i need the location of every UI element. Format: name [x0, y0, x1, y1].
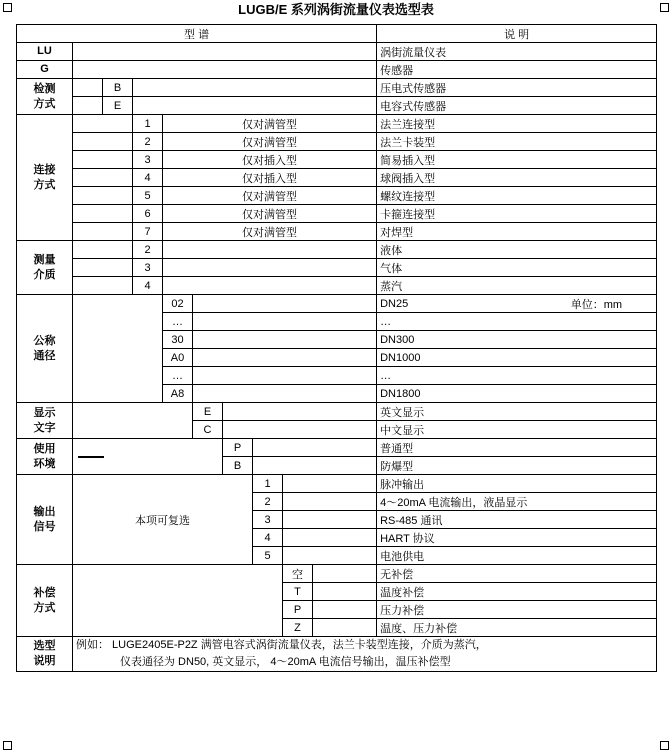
code-display-c: C — [193, 421, 223, 439]
code-medium-1: 2 — [133, 241, 163, 259]
mid-connect-2: 仅对满管型 — [163, 133, 377, 151]
spacer-connect-2 — [73, 133, 133, 151]
desc-connect-7: 对焊型 — [377, 223, 657, 241]
spacer-connect-6 — [73, 205, 133, 223]
spacer-display-mid-2 — [223, 421, 377, 439]
code-caliber-5: … — [163, 367, 193, 385]
label-detect-method: 检测 方式 — [17, 79, 73, 115]
mid-connect-6: 仅对满管型 — [163, 205, 377, 223]
desc-caliber-4: DN1000 — [377, 349, 657, 367]
row-medium-2 — [17, 259, 657, 277]
output-repeat-note: 本项可复选 — [73, 475, 253, 565]
spacer-display-mid-1 — [223, 403, 377, 421]
spacer-medium-mid-1 — [163, 241, 377, 259]
desc-connect-5: 螺纹连接型 — [377, 187, 657, 205]
spacer-detect-mid-1 — [133, 79, 377, 97]
code-output-2: 2 — [253, 493, 283, 511]
desc-output-1: 脉冲输出 — [377, 475, 657, 493]
spacer-medium-mid-2 — [163, 259, 377, 277]
code-compensate-1: 空 — [283, 565, 313, 583]
label-selection-note: 选型 说明 — [17, 637, 73, 672]
row-display-1 — [17, 403, 657, 421]
label-output-signal: 输出 信号 — [17, 475, 73, 565]
spacer-compensate-mid-1 — [313, 565, 377, 583]
dash-line-icon — [78, 456, 104, 458]
spacer-caliber-mid-6 — [193, 385, 377, 403]
code-output-4: 4 — [253, 529, 283, 547]
code-compensate-2: T — [283, 583, 313, 601]
row-medium-1 — [17, 241, 657, 259]
selection-note-line2: 仪表通径为 DN50, 英文显示， 4～20mA 电流信号输出，温压补偿型 — [120, 656, 451, 668]
code-environment-b: B — [223, 457, 253, 475]
desc-medium-3: 蒸汽 — [377, 277, 657, 295]
desc-detect-e: 电容式传感器 — [377, 97, 657, 115]
spacer-detect-2 — [73, 97, 103, 115]
environment-dash — [73, 439, 223, 475]
spacer-connect-5 — [73, 187, 133, 205]
crop-mark-bottom-right — [660, 741, 669, 750]
label-medium: 测量 介质 — [17, 241, 73, 295]
spacer-caliber-mid-3 — [193, 331, 377, 349]
page-title — [0, 0, 672, 22]
desc-connect-4: 球阀插入型 — [377, 169, 657, 187]
desc-caliber-1 — [377, 295, 657, 313]
spacer-environment-mid-2 — [253, 457, 377, 475]
spacer-display-left — [73, 403, 193, 439]
code-connect-6: 6 — [133, 205, 163, 223]
spacer-environment-mid-1 — [253, 439, 377, 457]
spacer-connect-4 — [73, 169, 133, 187]
spacer-compensate-left — [73, 565, 283, 637]
desc-environment-b: 防爆型 — [377, 457, 657, 475]
row-connect-2 — [17, 133, 657, 151]
desc-output-5: 电池供电 — [377, 547, 657, 565]
desc-lu: 涡街流量仪表 — [377, 43, 657, 61]
selection-table — [16, 24, 657, 672]
header-description: 说 明 — [377, 25, 657, 43]
row-connect-7 — [17, 223, 657, 241]
desc-connect-3: 简易插入型 — [377, 151, 657, 169]
desc-medium-1: 液体 — [377, 241, 657, 259]
label-lu: LU — [17, 43, 73, 61]
row-connect-1 — [17, 115, 657, 133]
row-medium-3 — [17, 277, 657, 295]
desc-caliber-5: … — [377, 367, 657, 385]
code-connect-7: 7 — [133, 223, 163, 241]
code-connect-3: 3 — [133, 151, 163, 169]
spacer-connect-7 — [73, 223, 133, 241]
row-connect-5 — [17, 187, 657, 205]
desc-connect-6: 卡箍连接型 — [377, 205, 657, 223]
code-caliber-1: 02 — [163, 295, 193, 313]
spacer-lu — [73, 43, 377, 61]
spacer-compensate-mid-3 — [313, 601, 377, 619]
row-detect-2 — [17, 97, 657, 115]
page-title-text: LUGB/E 系列涡街流量仪表选型表 — [238, 2, 434, 17]
spacer-medium-2 — [73, 259, 133, 277]
row-g — [17, 61, 657, 79]
desc-caliber-6: DN1800 — [377, 385, 657, 403]
spacer-compensate-mid-2 — [313, 583, 377, 601]
desc-caliber-1-text: DN25 — [380, 297, 409, 310]
code-medium-3: 4 — [133, 277, 163, 295]
label-compensate: 补偿 方式 — [17, 565, 73, 637]
desc-display-c: 中文显示 — [377, 421, 657, 439]
desc-output-4: HART 协议 — [377, 529, 657, 547]
row-compensate-1 — [17, 565, 657, 583]
row-output-1 — [17, 475, 657, 493]
label-g: G — [17, 61, 73, 79]
desc-g: 传感器 — [377, 61, 657, 79]
desc-output-2: 4～20mA 电流输出，液晶显示 — [377, 493, 657, 511]
label-caliber: 公称 通径 — [17, 295, 73, 403]
header-model-spectrum: 型 谱 — [17, 25, 377, 43]
spacer-medium-1 — [73, 241, 133, 259]
spacer-output-mid-2 — [283, 493, 377, 511]
row-environment-1 — [17, 439, 657, 457]
code-detect-e: E — [103, 97, 133, 115]
desc-compensate-1: 无补偿 — [377, 565, 657, 583]
row-connect-3 — [17, 151, 657, 169]
row-connect-6 — [17, 205, 657, 223]
code-medium-2: 3 — [133, 259, 163, 277]
mid-connect-4: 仅对插入型 — [163, 169, 377, 187]
spacer-caliber-mid-4 — [193, 349, 377, 367]
code-connect-1: 1 — [133, 115, 163, 133]
spacer-output-mid-1 — [283, 475, 377, 493]
code-output-3: 3 — [253, 511, 283, 529]
label-connect-method: 连接 方式 — [17, 115, 73, 241]
row-caliber-1 — [17, 295, 657, 313]
desc-caliber-2: … — [377, 313, 657, 331]
crop-mark-bottom-left — [3, 741, 12, 750]
spacer-output-mid-3 — [283, 511, 377, 529]
code-compensate-3: P — [283, 601, 313, 619]
desc-medium-2: 气体 — [377, 259, 657, 277]
spacer-medium-mid-3 — [163, 277, 377, 295]
desc-output-3: RS-485 通讯 — [377, 511, 657, 529]
code-output-1: 1 — [253, 475, 283, 493]
table-header-row — [17, 25, 657, 43]
desc-connect-2: 法兰卡装型 — [377, 133, 657, 151]
spacer-g — [73, 61, 377, 79]
code-connect-2: 2 — [133, 133, 163, 151]
selection-note-line1: 例如： LUGE2405E-P2Z 满管电容式涡街流量仪表，法兰卡装型连接，介质为蒸汽， — [76, 639, 487, 651]
row-connect-4 — [17, 169, 657, 187]
spacer-output-mid-5 — [283, 547, 377, 565]
mid-connect-3: 仅对插入型 — [163, 151, 377, 169]
mid-connect-7: 仅对满管型 — [163, 223, 377, 241]
row-selection-note — [17, 637, 657, 672]
spacer-connect-3 — [73, 151, 133, 169]
desc-display-e: 英文显示 — [377, 403, 657, 421]
desc-compensate-3: 压力补偿 — [377, 601, 657, 619]
spacer-detect-mid-2 — [133, 97, 377, 115]
spacer-compensate-mid-4 — [313, 619, 377, 637]
spacer-caliber-mid-1 — [193, 295, 377, 313]
spacer-connect-1 — [73, 115, 133, 133]
desc-environment-p: 普通型 — [377, 439, 657, 457]
code-detect-b: B — [103, 79, 133, 97]
spacer-caliber-left — [73, 295, 163, 403]
code-connect-4: 4 — [133, 169, 163, 187]
code-caliber-6: A8 — [163, 385, 193, 403]
code-environment-p: P — [223, 439, 253, 457]
spacer-detect-1 — [73, 79, 103, 97]
code-output-5: 5 — [253, 547, 283, 565]
caliber-unit-note: 单位：mm — [570, 298, 623, 311]
spacer-caliber-mid-5 — [193, 367, 377, 385]
desc-connect-1: 法兰连接型 — [377, 115, 657, 133]
spacer-caliber-mid-2 — [193, 313, 377, 331]
desc-caliber-3: DN300 — [377, 331, 657, 349]
row-lu — [17, 43, 657, 61]
label-display-text: 显示 文字 — [17, 403, 73, 439]
spacer-medium-3 — [73, 277, 133, 295]
desc-detect-b: 压电式传感器 — [377, 79, 657, 97]
code-compensate-4: Z — [283, 619, 313, 637]
mid-connect-1: 仅对满管型 — [163, 115, 377, 133]
desc-compensate-4: 温度、压力补偿 — [377, 619, 657, 637]
code-caliber-4: A0 — [163, 349, 193, 367]
code-display-e: E — [193, 403, 223, 421]
row-detect-1 — [17, 79, 657, 97]
spacer-output-mid-4 — [283, 529, 377, 547]
code-connect-5: 5 — [133, 187, 163, 205]
desc-compensate-2: 温度补偿 — [377, 583, 657, 601]
selection-note-body — [73, 637, 657, 672]
mid-connect-5: 仅对满管型 — [163, 187, 377, 205]
code-caliber-2: … — [163, 313, 193, 331]
label-environment: 使用 环境 — [17, 439, 73, 475]
code-caliber-3: 30 — [163, 331, 193, 349]
